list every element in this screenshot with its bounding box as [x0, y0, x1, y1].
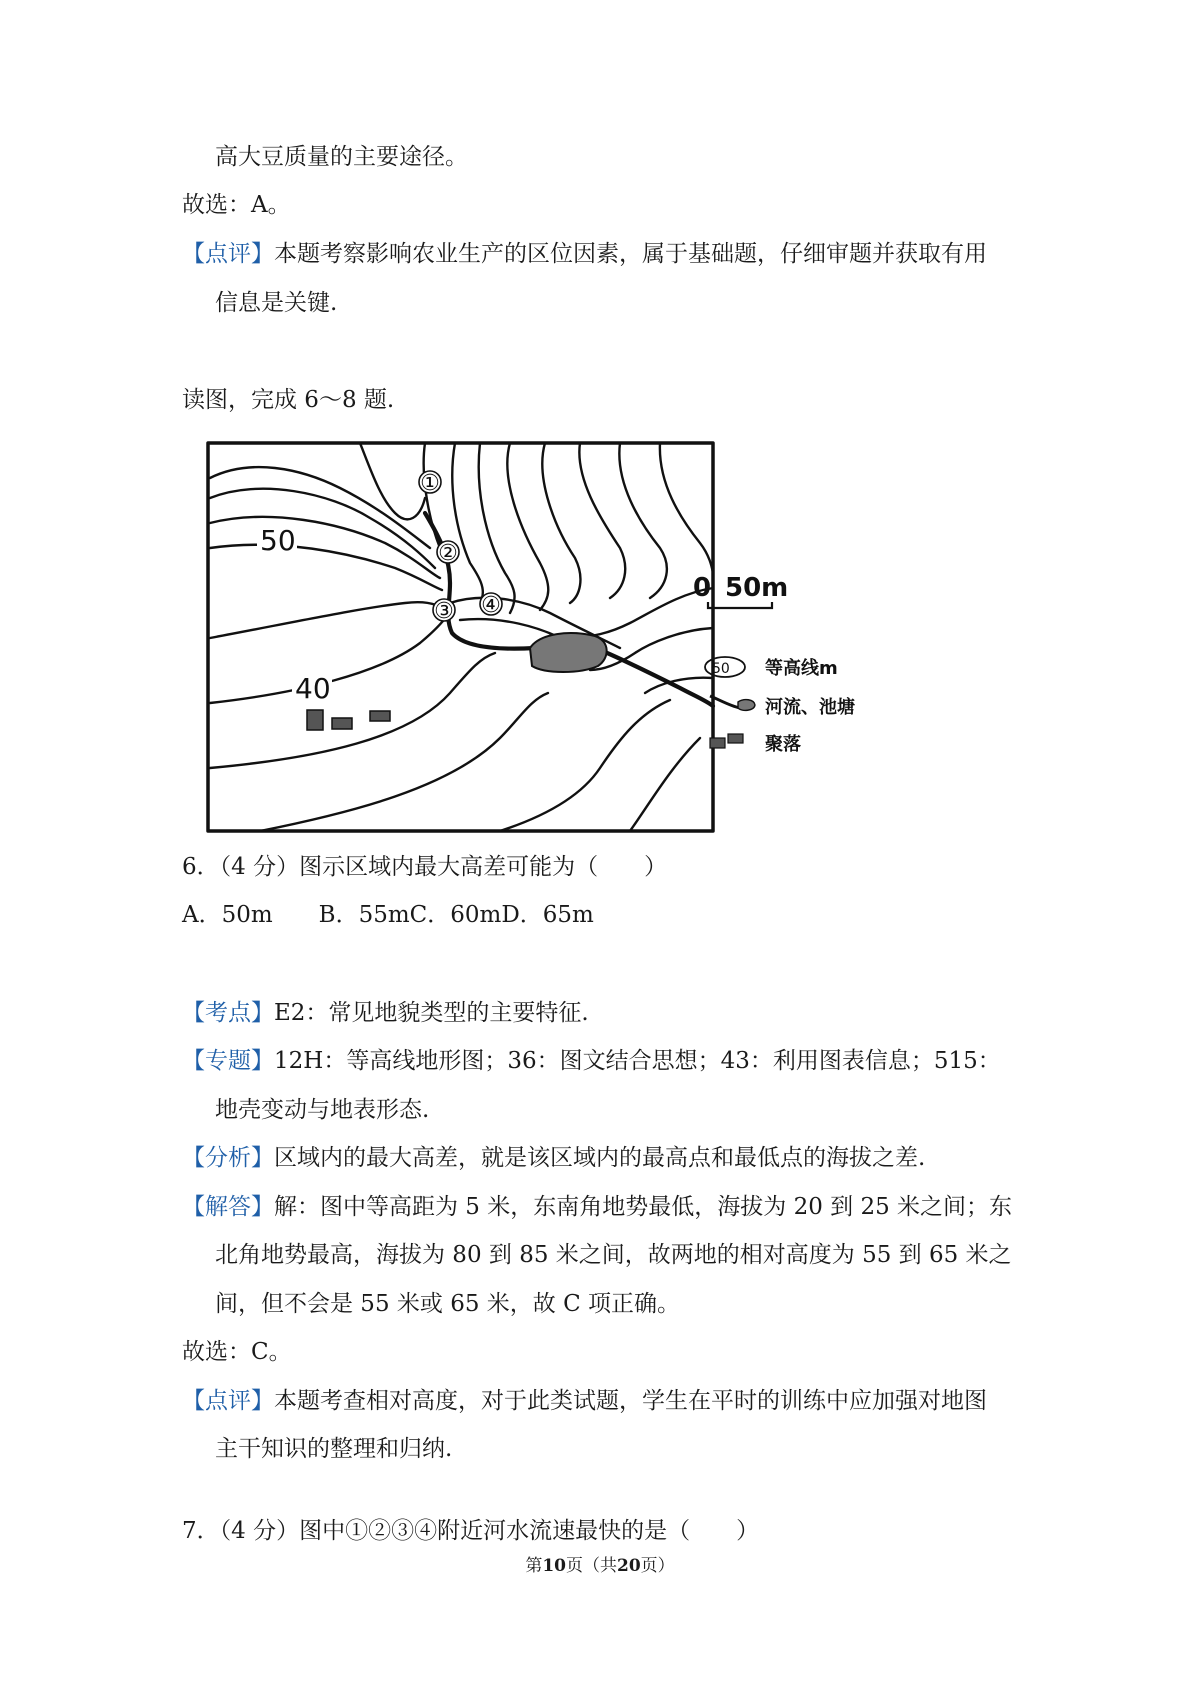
question-6-options: A．50m B．55mC．60mD．65m	[182, 902, 594, 928]
scale-bar	[693, 573, 788, 608]
river-line	[425, 513, 713, 706]
text-line: 【解答】解：图中等高距为 5 米，东南角地势最低，海拔为 20 到 25 米之间；东	[182, 1194, 1013, 1220]
point-4: ④	[481, 593, 501, 618]
text-line: 故选：C。	[182, 1339, 292, 1365]
map-frame	[208, 443, 713, 831]
text-line: 【分析】区域内的最大高差，就是该区域内的最高点和最低点的海拔之差.	[182, 1145, 926, 1171]
settlement-symbols	[307, 710, 390, 730]
pond-shape	[530, 633, 607, 672]
text-line: 高大豆质量的主要途径。	[215, 144, 468, 170]
point-2: ②	[438, 541, 458, 566]
scale-zero: 0	[693, 573, 712, 603]
text-line: 北角地势最高，海拔为 80 到 85 米之间，故两地的相对高度为 55 到 65 米之	[215, 1242, 1012, 1268]
section-tag: 【考点】	[182, 1000, 274, 1026]
section-tag: 【点评】	[182, 1388, 274, 1414]
legend-contour-label: 等高线m	[765, 658, 838, 679]
contour-label-40: 40	[295, 672, 331, 705]
section-tag: 【解答】	[182, 1194, 274, 1220]
map-legend	[705, 657, 855, 755]
page-footer: 第10页（共20页）	[525, 1556, 675, 1576]
question-7: 7．（4 分）图中①②③④附近河水流速最快的是（ ）	[182, 1518, 760, 1544]
text-line: 【专题】12H：等高线地形图；36：图文结合思想；43：利用图表信息；515：	[182, 1048, 1001, 1074]
page-number: 10	[542, 1556, 566, 1576]
question-6: 6．（4 分）图示区域内最大高差可能为（ ）	[182, 854, 668, 880]
legend-river-label: 河流、池塘	[765, 697, 855, 718]
contour-label-50: 50	[260, 524, 296, 557]
section-tag: 【专题】	[182, 1048, 274, 1074]
point-3: ③	[434, 599, 454, 624]
text-line: 读图，完成 6～8 题.	[182, 387, 395, 413]
scale-value: 50m	[725, 573, 789, 603]
contour-map-svg	[180, 438, 940, 838]
text-line: 故选：A。	[182, 192, 291, 218]
text-line: 【考点】E2：常见地貌类型的主要特征.	[182, 1000, 589, 1026]
contour-map	[180, 438, 940, 838]
point-1: ①	[420, 471, 440, 496]
text-line: 地壳变动与地表形态.	[215, 1097, 430, 1123]
section-tag: 【点评】	[182, 241, 274, 267]
text-line: 主干知识的整理和归纳.	[215, 1436, 453, 1462]
text-line: 信息是关键.	[215, 290, 338, 316]
legend-settlement-label: 聚落	[765, 734, 801, 755]
section-tag: 【分析】	[182, 1145, 274, 1171]
text-line: 【点评】本题考查相对高度，对于此类试题，学生在平时的训练中应加强对地图	[182, 1388, 987, 1414]
text-line: 间，但不会是 55 米或 65 米，故 C 项正确。	[215, 1291, 680, 1317]
legend-contour-symbol: 50	[712, 661, 730, 677]
page-total: 20	[617, 1556, 641, 1576]
text-line: 【点评】本题考察影响农业生产的区位因素，属于基础题，仔细审题并获取有用	[182, 241, 987, 267]
